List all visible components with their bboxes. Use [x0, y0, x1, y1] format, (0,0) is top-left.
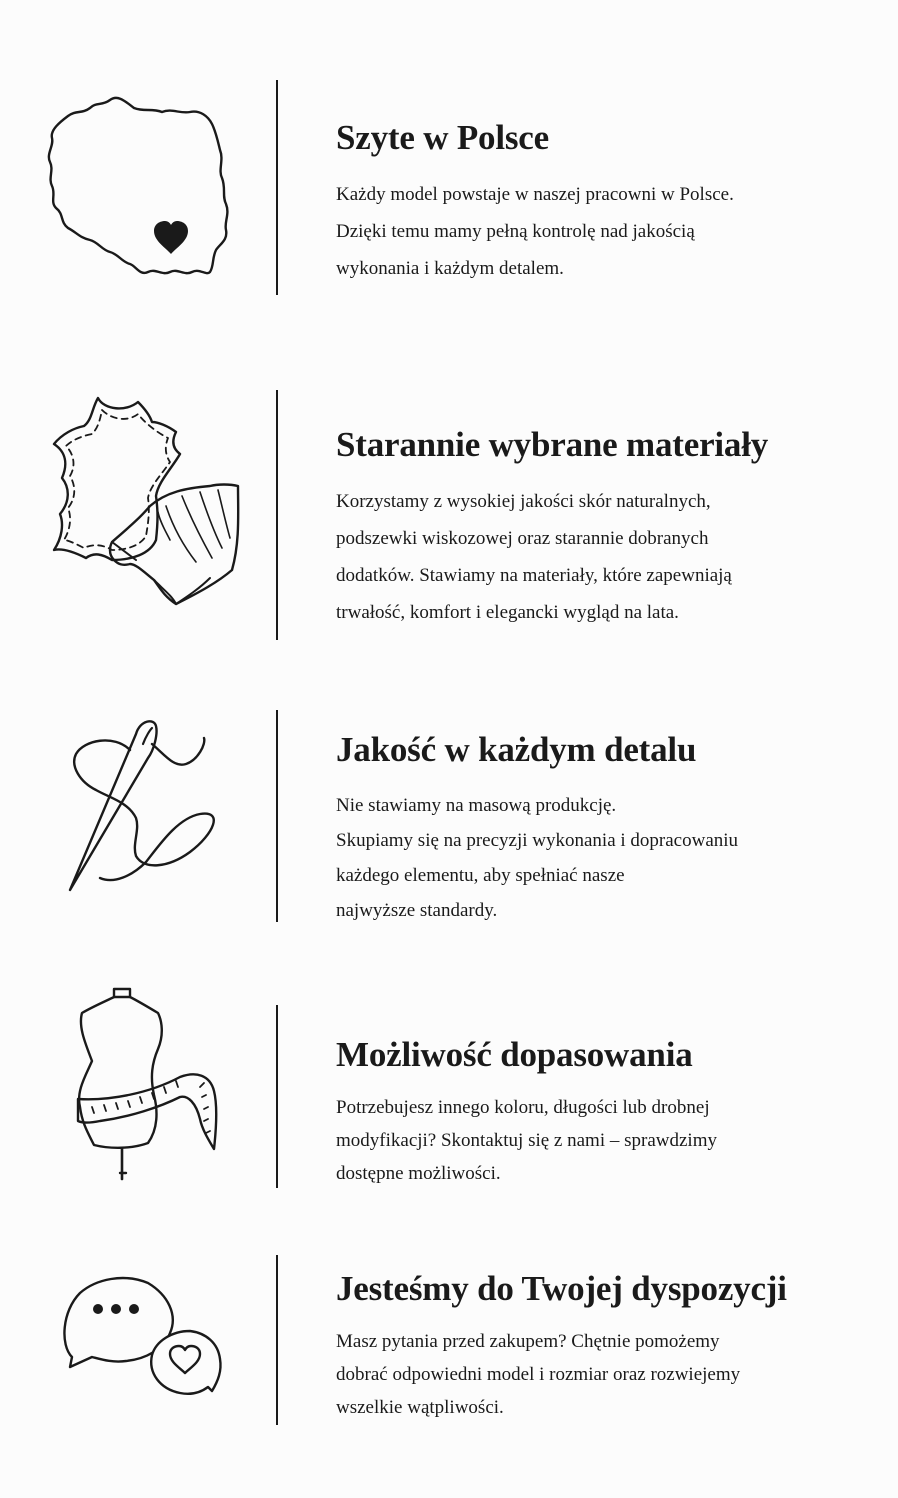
description-line: dobrać odpowiedni model i rozmiar oraz rozwiejemy — [336, 1364, 741, 1386]
feature-made-in-poland — [0, 80, 898, 295]
feature-divider — [276, 1255, 278, 1425]
feature-contact — [0, 1255, 898, 1425]
description-line: dodatków. Stawiamy na materiały, które zapewniają — [336, 565, 732, 587]
feature-title: Jesteśmy do Twojej dyspozycji — [336, 1269, 787, 1308]
feature-description — [336, 483, 816, 631]
description-line: Skupiamy się na precyzji wykonania i dopracowaniu — [336, 830, 739, 852]
feature-customization — [0, 1005, 898, 1188]
description-line: wykonania i każdym detalem. — [336, 258, 564, 280]
description-line: wszelkie wątpliwości. — [336, 1397, 504, 1419]
feature-title: Starannie wybrane materiały — [336, 425, 769, 464]
feature-title: Możliwość dopasowania — [336, 1035, 693, 1074]
feature-materials — [0, 390, 898, 640]
description-line: Potrzebujesz innego koloru, długości lub drobnej — [336, 1097, 710, 1119]
description-line: trwałość, komfort i elegancki wygląd na lata. — [336, 602, 679, 624]
feature-description — [336, 1325, 816, 1424]
feature-title: Szyte w Polsce — [336, 118, 549, 157]
feature-description — [336, 1091, 816, 1190]
description-line: Dzięki temu mamy pełną kontrolę nad jakością — [336, 221, 695, 243]
description-line: modyfikacji? Skontaktuj się z nami – sprawdzimy — [336, 1130, 717, 1152]
feature-description — [336, 788, 816, 928]
feature-divider — [276, 390, 278, 640]
description-line: Masz pytania przed zakupem? Chętnie pomożemy — [336, 1331, 720, 1353]
description-line: Korzystamy z wysokiej jakości skór naturalnych, — [336, 491, 711, 513]
chat-bubbles-heart-icon — [40, 1255, 240, 1405]
dress-form-measuring-tape-icon — [40, 983, 240, 1183]
feature-title: Jakość w każdym detalu — [336, 730, 697, 769]
description-line: Każdy model powstaje w naszej pracowni w Polsce. — [336, 184, 734, 206]
description-line: każdego elementu, aby spełniać nasze — [336, 865, 625, 887]
feature-description — [336, 176, 816, 287]
description-line: najwyższe standardy. — [336, 900, 498, 922]
feature-quality — [0, 710, 898, 922]
needle-and-thread-icon — [40, 710, 240, 895]
description-line: podszewki wiskozowej oraz starannie dobranych — [336, 528, 709, 550]
feature-divider — [276, 1005, 278, 1188]
description-line: dostępne możliwości. — [336, 1163, 501, 1185]
feature-divider — [276, 80, 278, 295]
leather-and-fabric-icon — [40, 392, 240, 632]
poland-map-heart-icon — [40, 88, 240, 288]
feature-divider — [276, 710, 278, 922]
description-line: Nie stawiamy na masową produkcję. — [336, 795, 617, 817]
